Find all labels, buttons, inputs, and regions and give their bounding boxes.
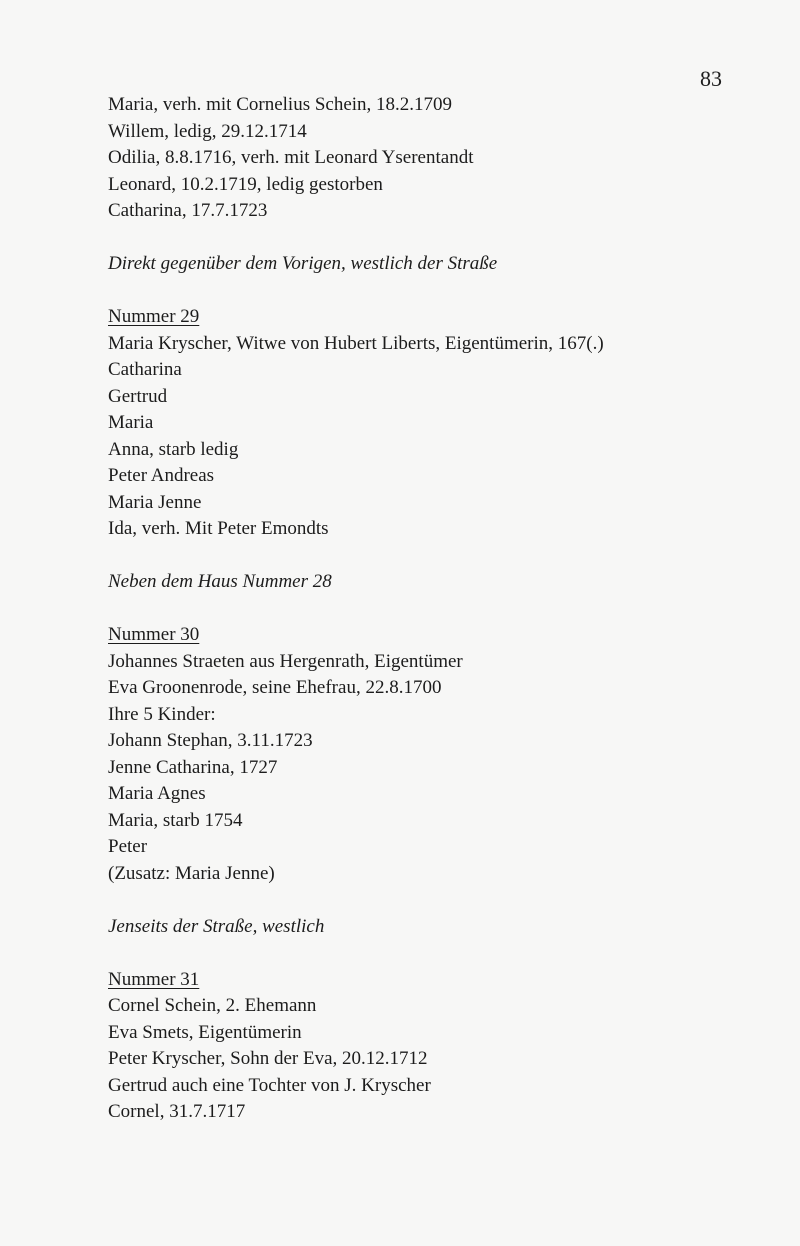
location-note: Jenseits der Straße, westlich	[108, 915, 325, 937]
text-line: Cornel Schein, 2. Ehemann	[108, 995, 317, 1016]
text-line: Eva Smets, Eigentümerin	[108, 1021, 302, 1043]
text-line: Gertrud auch eine Tochter von J. Kryscher	[108, 1074, 431, 1096]
text-line: Ida, verh. Mit Peter Emondts	[108, 518, 329, 539]
house-heading-30: Nummer 30	[108, 624, 200, 645]
text-line: Eva Groonenrode, seine Ehefrau, 22.8.1700	[108, 677, 442, 698]
house-heading-31: Nummer 31	[108, 968, 200, 990]
house-heading-29: Nummer 29	[108, 306, 200, 327]
text-line: Leonard, 10.2.1719, ledig gestorben	[108, 173, 383, 195]
text-line: Ihre 5 Kinder:	[108, 703, 216, 725]
text-line: Jenne Catharina, 1727	[108, 756, 278, 778]
page-body	[108, 92, 728, 1126]
text-line: Peter Kryscher, Sohn der Eva, 20.12.1712	[108, 1048, 428, 1069]
text-line: Maria	[108, 412, 154, 433]
text-line: Peter Andreas	[108, 465, 215, 486]
location-note: Direkt gegenüber dem Vorigen, westlich der Straße	[108, 253, 498, 274]
text-line: Johann Stephan, 3.11.1723	[108, 730, 313, 751]
page-number: 83	[700, 66, 722, 91]
text-line: Maria, verh. mit Cornelius Schein, 18.2.1709	[108, 94, 453, 115]
text-line: Maria, starb 1754	[108, 809, 243, 831]
text-line: Anna, starb ledig	[108, 438, 239, 460]
text-line: Cornel, 31.7.1717	[108, 1101, 246, 1122]
text-line: Willem, ledig, 29.12.1714	[108, 120, 307, 142]
text-line: Maria Jenne	[108, 491, 202, 513]
text-line: Odilia, 8.8.1716, verh. mit Leonard Yserentandt	[108, 147, 474, 168]
location-note: Neben dem Haus Nummer 28	[108, 571, 332, 592]
text-line: Gertrud	[108, 385, 168, 407]
text-line: Catharina	[108, 359, 182, 380]
text-line: (Zusatz: Maria Jenne)	[108, 862, 275, 884]
text-line: Catharina, 17.7.1723	[108, 200, 268, 221]
text-line: Johannes Straeten aus Hergenrath, Eigentümer	[108, 650, 463, 672]
text-line: Maria Agnes	[108, 783, 206, 804]
text-line: Peter	[108, 836, 148, 857]
text-line: Maria Kryscher, Witwe von Hubert Liberts, Eigentümerin, 167(.)	[108, 332, 604, 354]
